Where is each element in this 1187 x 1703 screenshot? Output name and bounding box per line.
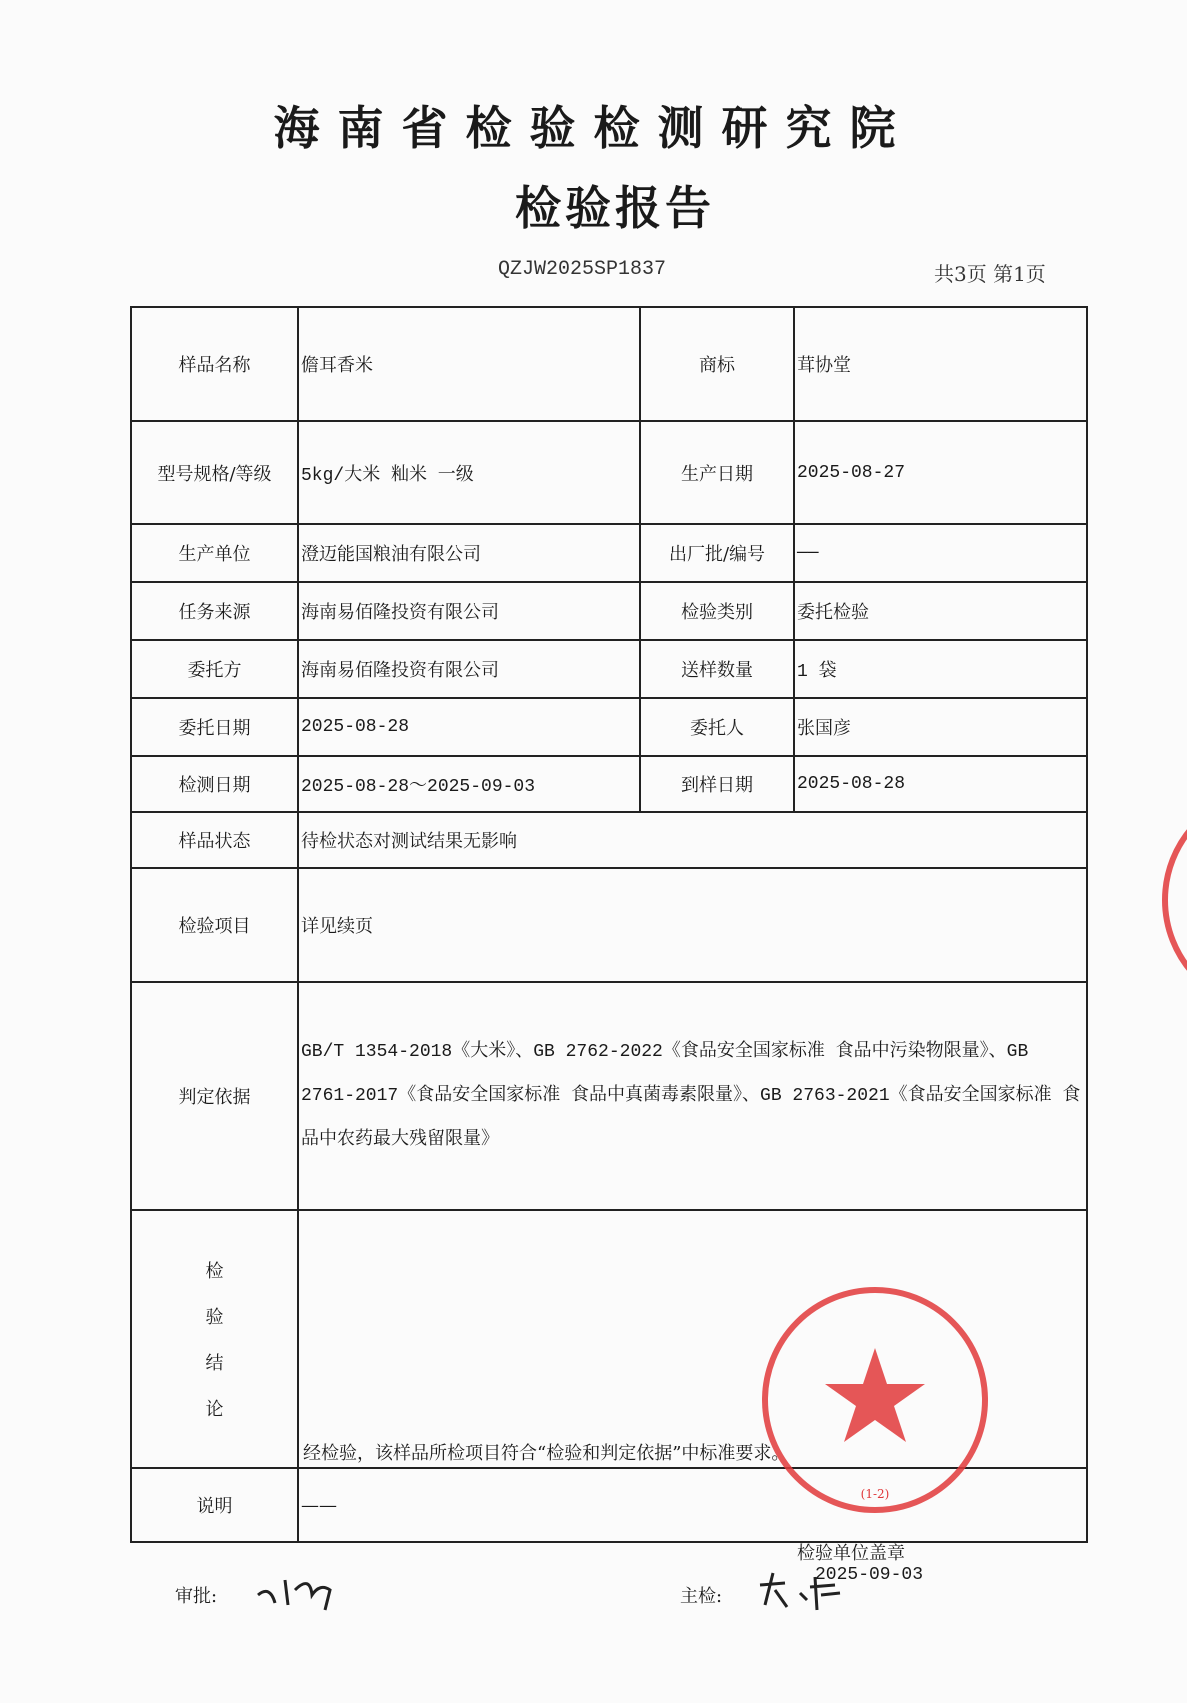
field-value: 2025-08-28 [298, 698, 640, 756]
conclusion-date: 2025-09-03 [815, 1565, 924, 1585]
items-value: 详见续页 [298, 868, 1087, 982]
page-count: 共3页 第1页 [934, 262, 1046, 286]
basis-row [131, 982, 1087, 1210]
field-value: 茸协堂 [794, 307, 1087, 421]
chief-inspector-signature [755, 1565, 855, 1615]
basis-value: GB/T 1354-2018《大米》、GB 2762-2022《食品安全国家标准 食品中污染物限量》、GB 2761-2017《食品安全国家标准 食品中真菌毒素限量》、GB 2763-2021《食品安全国家标准 食品中农药最大残留限量》 [298, 982, 1087, 1210]
field-value: —— [794, 524, 1087, 582]
field-label: 委托方 [131, 640, 298, 698]
field-value: 海南易佰隆投资有限公司 [298, 640, 640, 698]
field-value: 5kg/大米 籼米 一级 [298, 421, 640, 524]
field-value: 海南易佰隆投资有限公司 [298, 582, 640, 640]
approver-label: 审批: [175, 1586, 218, 1607]
info-row [131, 307, 1087, 421]
field-label: 委托日期 [131, 698, 298, 756]
info-row [131, 421, 1087, 524]
field-label: 任务来源 [131, 582, 298, 640]
field-value: 1 袋 [794, 640, 1087, 698]
items-label: 检验项目 [131, 868, 298, 982]
note-value: —— [298, 1468, 1087, 1542]
approver-signature [250, 1565, 350, 1615]
field-label: 送样数量 [640, 640, 794, 698]
org-title: 海南省检验检测研究院 [273, 101, 914, 155]
sample-state-value: 待检状态对测试结果无影响 [298, 812, 1087, 868]
partial-seal [1150, 780, 1187, 1020]
note-label: 说明 [131, 1468, 298, 1542]
field-label: 到样日期 [640, 756, 794, 812]
field-label: 生产单位 [131, 524, 298, 582]
official-seal [755, 1280, 995, 1520]
info-row [131, 756, 1087, 812]
field-value: 2025-08-28 [794, 756, 1087, 812]
info-row [131, 698, 1087, 756]
info-row [131, 582, 1087, 640]
report-title: 检验报告 [515, 181, 715, 235]
seal-number: (1-2) [860, 1487, 890, 1501]
report-number: QZJW2025SP1837 [498, 258, 667, 281]
conclusion-text: 经检验，该样品所检项目符合“检验和判定依据”中标准要求。 [303, 1443, 790, 1464]
conclusion-label: 检 验 结 论 [205, 1261, 224, 1420]
field-value: 澄迈能国粮油有限公司 [298, 524, 640, 582]
chief-inspector-label: 主检: [680, 1586, 723, 1607]
field-label: 出厂批/编号 [640, 524, 794, 582]
field-label: 生产日期 [640, 421, 794, 524]
field-label: 型号规格/等级 [131, 421, 298, 524]
info-row [131, 524, 1087, 582]
field-label: 检测日期 [131, 756, 298, 812]
seal-label: 检验单位盖章 [797, 1543, 905, 1564]
field-value: 委托检验 [794, 582, 1087, 640]
items-row [131, 868, 1087, 982]
sample-state-label: 样品状态 [131, 812, 298, 868]
field-value: 2025-08-27 [794, 421, 1087, 524]
field-label: 样品名称 [131, 307, 298, 421]
info-row [131, 640, 1087, 698]
basis-label: 判定依据 [131, 982, 298, 1210]
field-value: 儋耳香米 [298, 307, 640, 421]
sample-state-row [131, 812, 1087, 868]
field-value: 张国彦 [794, 698, 1087, 756]
field-value: 2025-08-28～2025-09-03 [298, 756, 640, 812]
field-label: 商标 [640, 307, 794, 421]
field-label: 委托人 [640, 698, 794, 756]
field-label: 检验类别 [640, 582, 794, 640]
